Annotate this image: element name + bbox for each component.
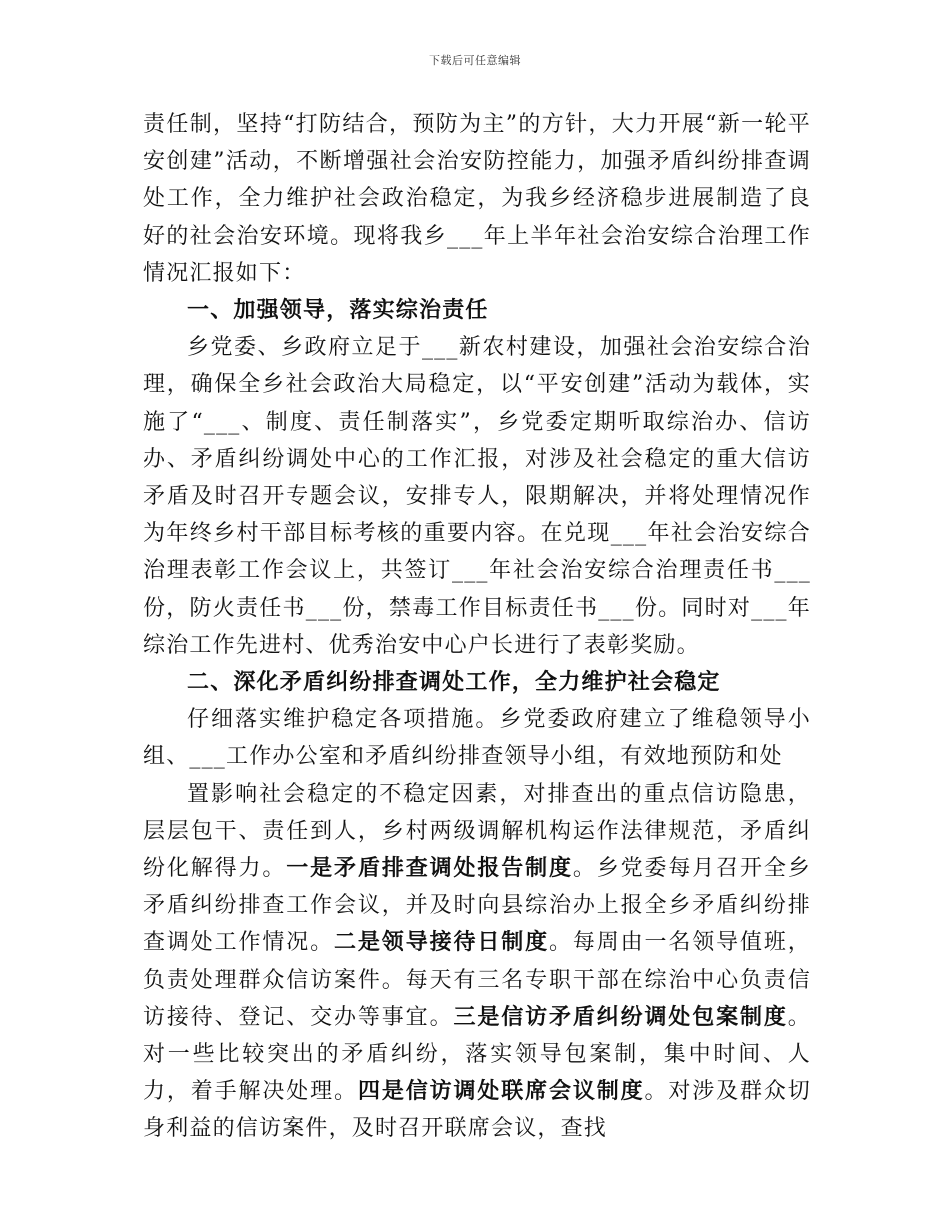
paragraph-intro: 责任制，坚持“打防结合，预防为主”的方针，大力开展“新一轮平安创建”活动，不断增强社会治安防控能力，加强矛盾纠纷排查调处工作，全力维护社会政治稳定，为我乡经济稳步进展制造了良好的社会治安环境。现将我乡___年上半年社会治安综合治理工作情况汇报如下： [143, 112, 811, 286]
measures-text-d: 。每周由一名领导值班，负责处理群众信访案件。每天有三名专职干部在综治中心负责信访接待、登记、交办等事宜。 [143, 930, 811, 1030]
measures-text-a: 置影响社会稳定的不稳定因素，对排查出的重点信访隐患，层层包干、责任到人，乡村两级调解机构运作法律规范，矛盾纠纷化解得力。 [143, 781, 811, 882]
measure-heading-4: 四是信访调处联席会议制度 [357, 1078, 645, 1105]
measures-text-e: 。对一些比较突出的矛盾纠纷，落实领导包案制，集中时间、人力，着手解决处理。 [143, 1004, 811, 1105]
measures-text-f: 。对涉及群众切身利益的信访案件，及时召开联席会议，查找 [143, 1079, 811, 1142]
page-header: 下载后可任意编辑 [429, 54, 521, 67]
measure-heading-1: 一是矛盾排查调处报告制度 [286, 855, 573, 882]
measure-heading-3: 三是信访矛盾纠纷调处包案制度 [453, 1003, 788, 1030]
measure-heading-2: 二是领导接待日制度 [334, 929, 549, 956]
document-body [143, 106, 811, 1148]
section-heading-2: 二、深化矛盾纠纷排查调处工作，全力维护社会稳定 [187, 669, 721, 696]
paragraph-section-1: 乡党委、乡政府立足于___新农村建设，加强社会治安综合治理，确保全乡社会政治大局稳定，以“平安创建”活动为载体，实施了“___、制度、责任制落实”，乡党委定期听取综治办、信访办、矛盾纠纷调处中心的工作汇报，对涉及社会稳定的重大信访矛盾及时召开专题会议，安排专人，限期解决，并将处理情况作为年终乡村干部目标考核的重要内容。在兑现___年社会治安综合治理表彰工作会议上，共签订___年社会治安综合治理责任书___份，防火责任书___份，禁毒工作目标责任书___份。同时对___年综治工作先进村、优秀治安中心户长进行了表彰奖励。 [143, 335, 811, 658]
paragraph-section-2-measures [143, 776, 811, 1148]
measures-text-c: 。乡党委每月召开全乡矛盾纠纷排查工作会议，并及时向县综治办上报全乡矛盾纠纷排查调处工作情况。 [143, 856, 812, 956]
paragraph-section-2-intro: 仔细落实维护稳定各项措施。乡党委政府建立了维稳领导小组、___工作办公室和矛盾纠纷排查领导小组，有效地预防和处 [143, 707, 811, 770]
section-heading-1: 一、加强领导，落实综治责任 [187, 297, 489, 324]
